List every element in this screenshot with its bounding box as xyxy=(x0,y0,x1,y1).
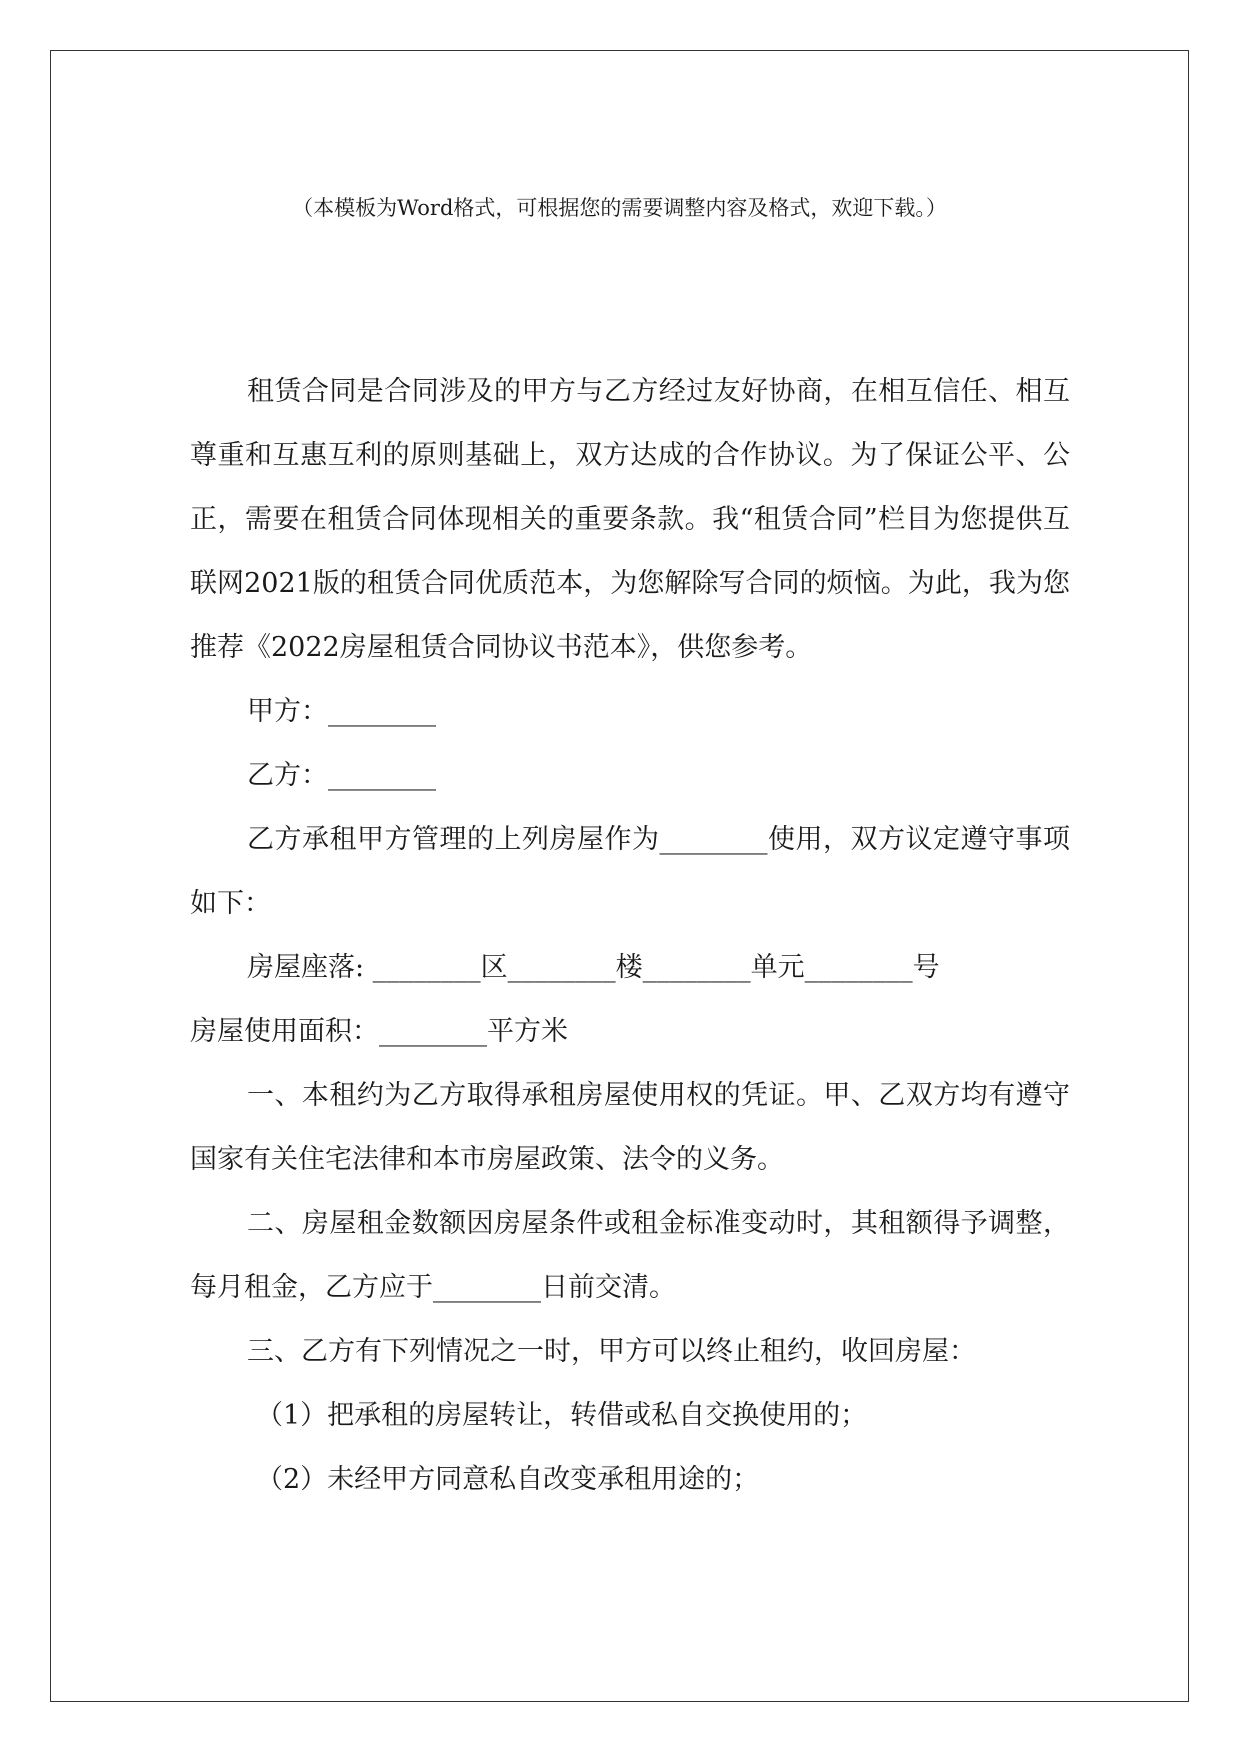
contract-body xyxy=(190,360,1070,1512)
house-area-line: 房屋使用面积：________平方米 xyxy=(190,1016,568,1047)
clause-3: 三、乙方有下列情况之一时，甲方可以终止租约，收回房屋： xyxy=(247,1336,976,1367)
template-note: （本模板为Word格式，可根据您的需要调整内容及格式，欢迎下载。） xyxy=(292,196,947,220)
house-location-line: 房屋座落: ________区________楼________单元________号 xyxy=(247,952,940,983)
party-b-line: 乙方：________ xyxy=(247,760,436,791)
usage-clause: 乙方承租甲方管理的上列房屋作为________使用，双方议定遵守事项如下： xyxy=(190,824,1070,919)
clause-2: 二、房屋租金数额因房屋条件或租金标准变动时，其租额得予调整，每月租金，乙方应于________日前交清。 xyxy=(190,1208,1070,1303)
clause-3-item-2: （2）未经甲方同意私自改变承租用途的； xyxy=(256,1464,760,1495)
clause-3-item-1: （1）把承租的房屋转让，转借或私自交换使用的； xyxy=(256,1400,868,1431)
intro-paragraph: 租赁合同是合同涉及的甲方与乙方经过友好协商，在相互信任、相互尊重和互惠互利的原则基础上，双方达成的合作协议。为了保证公平、公正，需要在租赁合同体现相关的重要条款。我“租赁合同”栏目为您提供互联网2021版的租赁合同优质范本，为您解除写合同的烦恼。为此，我为您推荐《2022房屋租赁合同协议书范本》，供您参考。 xyxy=(190,376,1070,663)
party-a-line: 甲方：________ xyxy=(247,696,436,727)
clause-1: 一、本租约为乙方取得承租房屋使用权的凭证。甲、乙双方均有遵守国家有关住宅法律和本市房屋政策、法令的义务。 xyxy=(190,1080,1070,1175)
